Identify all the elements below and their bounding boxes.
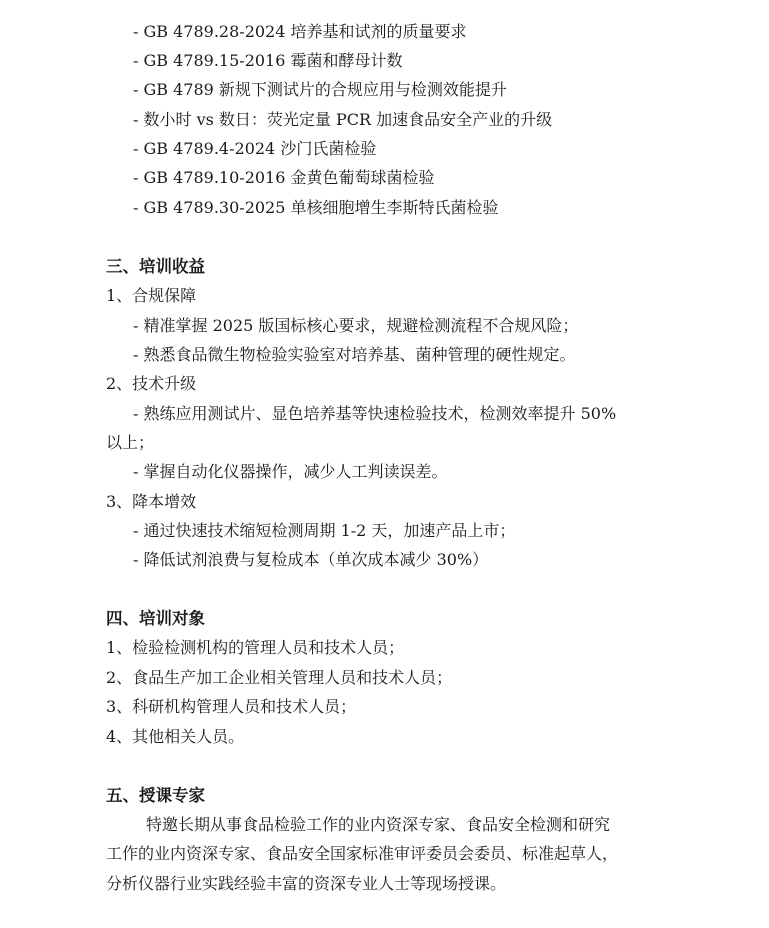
benefit-point: - 掌握自动化仪器操作，减少人工判读误差。 [133,462,448,481]
standard-item: - GB 4789.28-2024 培养基和试剂的质量要求 [133,22,467,41]
benefit-point: - 熟悉食品微生物检验实验室对培养基、菌种管理的硬性规定。 [133,345,576,364]
audience-item: 1、检验检测机构的管理人员和技术人员； [106,638,405,657]
benefit-item-title: 2、技术升级 [106,374,197,393]
section-heading-audience: 四、培训对象 [106,609,205,628]
benefit-point: - 熟练应用测试片、显色培养基等快速检验技术，检测效率提升 50% [133,404,617,423]
benefit-point: - 精准掌握 2025 版国标核心要求，规避检测流程不合规风险； [133,316,579,335]
standard-item: - GB 4789.4-2024 沙门氏菌检验 [133,139,377,158]
experts-paragraph-line: 分析仪器行业实践经验丰富的资深专业人士等现场授课。 [106,874,507,893]
experts-paragraph-line: 工作的业内资深专家、食品安全国家标准审评委员会委员、标准起草人， [106,844,619,863]
standard-item: - GB 4789 新规下测试片的合规应用与检测效能提升 [133,80,507,99]
audience-item: 2、食品生产加工企业相关管理人员和技术人员； [106,668,453,687]
benefit-item-title: 1、合规保障 [106,286,197,305]
standard-item: - GB 4789.30-2025 单核细胞增生李斯特氏菌检验 [133,198,499,217]
benefit-point: - 降低试剂浪费与复检成本（单次成本减少 30%） [133,550,489,569]
experts-paragraph-line: 特邀长期从事食品检验工作的业内资深专家、食品安全检测和研究 [146,815,611,834]
section-heading-benefits: 三、培训收益 [106,257,205,276]
standard-item: - GB 4789.15-2016 霉菌和酵母计数 [133,51,403,70]
audience-item: 4、其他相关人员。 [106,727,245,746]
section-heading-experts: 五、授课专家 [106,786,205,805]
standard-item: - GB 4789.10-2016 金黄色葡萄球菌检验 [133,168,435,187]
benefit-point-continuation: 以上； [106,433,155,452]
benefit-item-title: 3、降本增效 [106,492,197,511]
benefit-point: - 通过快速技术缩短检测周期 1-2 天，加速产品上市； [133,521,516,540]
standard-item: - 数小时 vs 数日：荧光定量 PCR 加速食品安全产业的升级 [133,110,553,129]
audience-item: 3、科研机构管理人员和技术人员； [106,697,357,716]
